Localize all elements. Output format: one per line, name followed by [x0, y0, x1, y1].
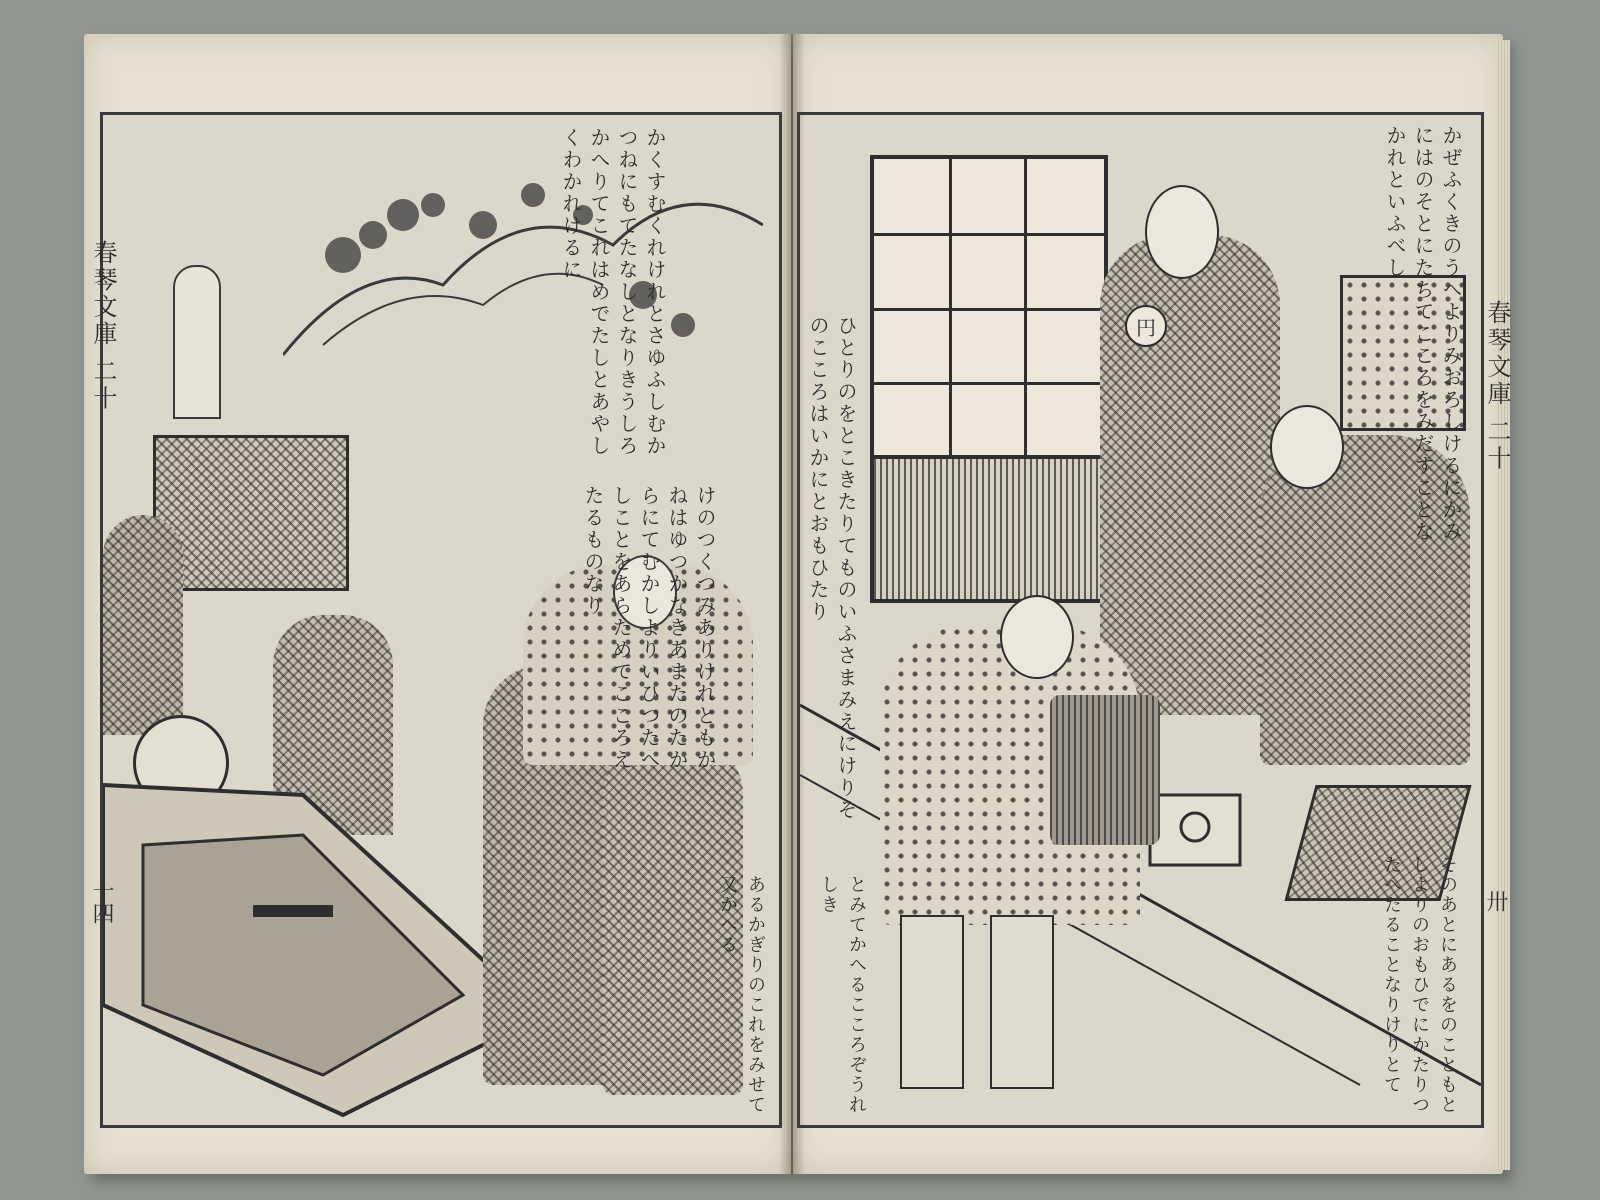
- left-text-lower: けのつくつみありけれともかねはゆつかなきあまたのたからにてむかしよりいひつたへしことをあらためてこころえたるものなり: [581, 485, 717, 771]
- right-text-middle: ひとりのをとこきたりてものいふさまみえにけりそのこころはいかにとおもひたり: [806, 315, 858, 821]
- right-text-top: かぜふくきのうへよりみおろしけるにかみにはのそとにたちてこころをみだすことなかれといふべし: [1383, 125, 1463, 543]
- left-folio: 十四: [89, 880, 114, 924]
- crest-en: 円: [1125, 305, 1167, 347]
- right-side-title: 春琴文庫 二十: [1483, 300, 1511, 473]
- left-text-main: かくすむくれけれとさゆふしむかつねにもてたなしとなりきうしろかへりてこれはめでたしとあやしくわかれけるに: [559, 127, 667, 457]
- left-side-title: 春琴文庫 二十: [89, 240, 117, 413]
- visitor-bundle: [1050, 695, 1160, 845]
- palanquin-roof-illustration: [103, 755, 543, 1125]
- bearer-figure: [103, 515, 183, 735]
- shoji-screen: [870, 155, 1108, 463]
- visitor-leg: [900, 915, 964, 1089]
- right-illustration-frame: [797, 112, 1484, 1128]
- stone-pillar: [173, 265, 221, 419]
- left-illustration-frame: [100, 112, 782, 1128]
- visitor-leg: [990, 915, 1054, 1089]
- book-gutter: [779, 34, 805, 1174]
- right-caption: とみてかへるこころぞうれしき: [818, 875, 867, 1115]
- right-folio: 卅: [1483, 890, 1508, 912]
- page-edges: [1496, 40, 1510, 1170]
- visitor-head: [1000, 595, 1074, 679]
- right-text-bottom: そのあとにあるをのこともとしよりのおもひでにかたりつたへたることなりけりとて: [1381, 855, 1458, 1115]
- left-caption: あるかぎりのこれをみせて又かへる: [717, 875, 766, 1115]
- standing-figure-head: [1145, 185, 1219, 279]
